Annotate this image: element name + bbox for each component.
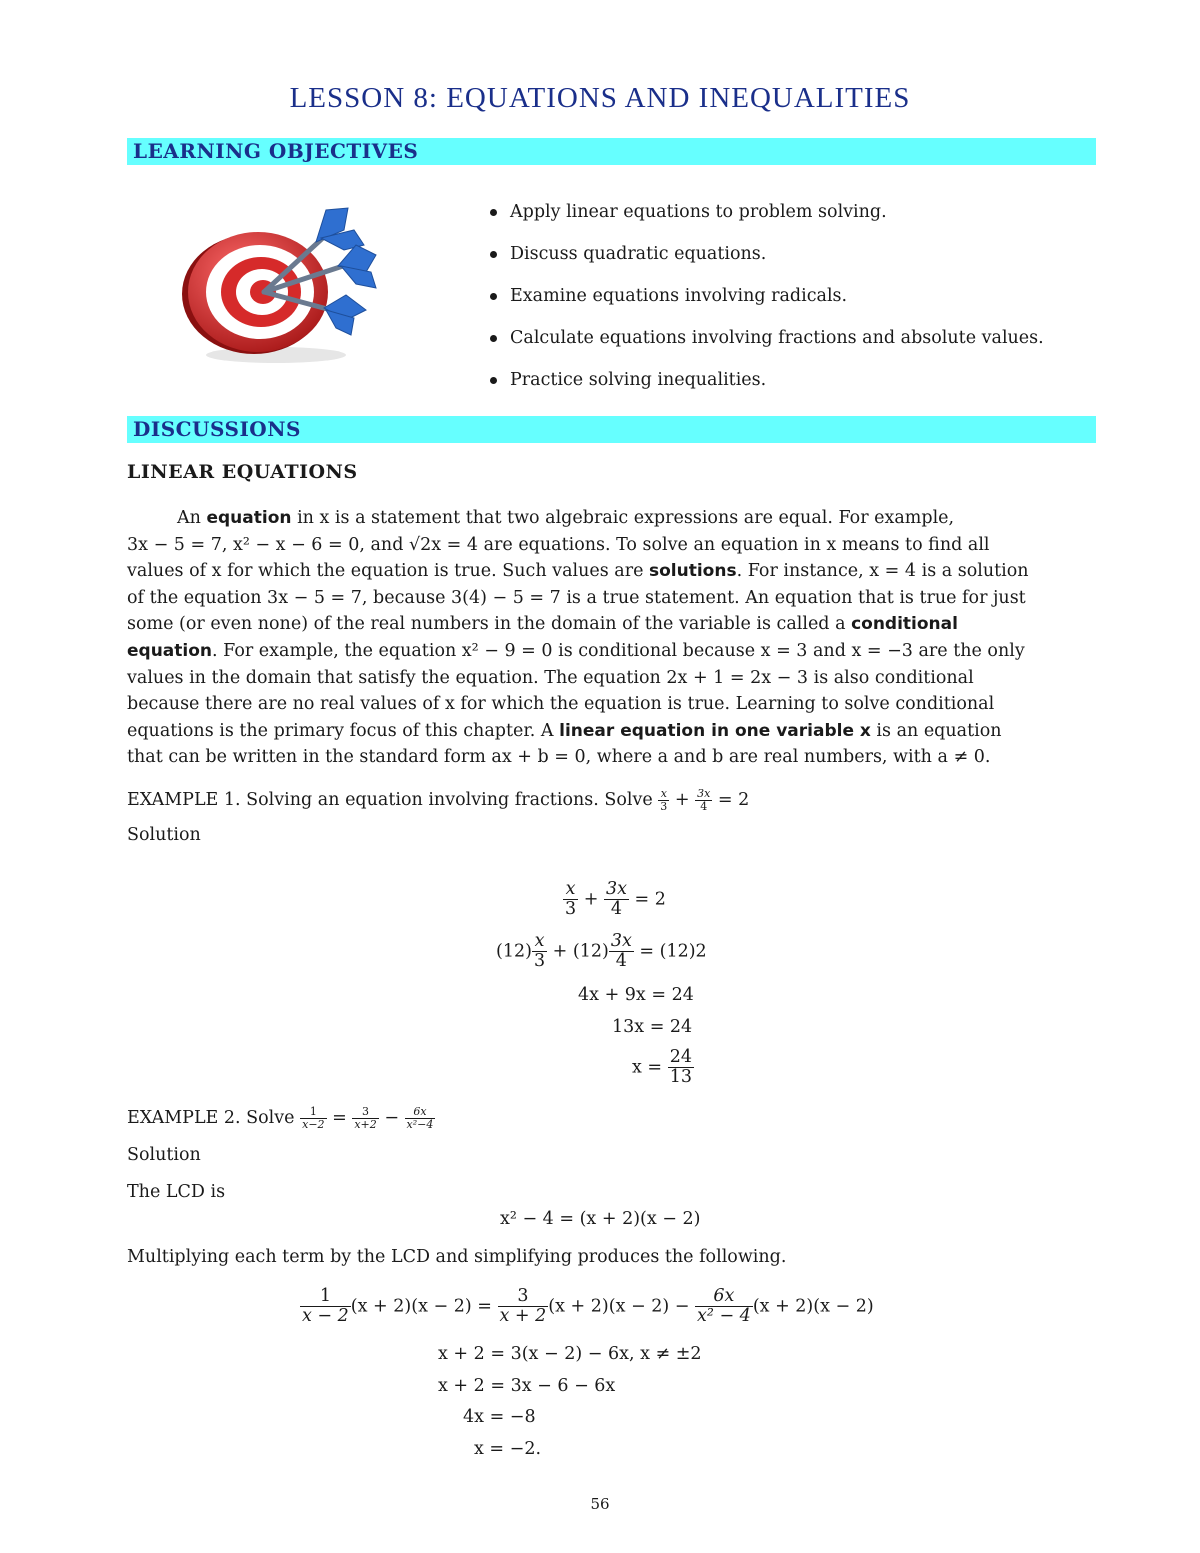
list-item: Apply linear equations to problem solving. bbox=[486, 200, 1044, 242]
example-2-label: EXAMPLE 2. Solve $\frac{1}{x-2}$ = $\frac{3}{x+2}$ − $\frac{6x}{\text{x²−4}}$ bbox=[127, 1105, 434, 1132]
subsection-heading: LINEAR EQUATIONS bbox=[127, 461, 358, 483]
equation-step: $\frac{x}{3}$ + $\frac{3x}{4}$ = 2 bbox=[565, 879, 666, 920]
equation-step: $\frac{1}{x - 2}$ (x + 2)(x − 2) = $\frac{3}{x + 2}$ (x + 2)(x − 2) − $\frac{6x}{\text{x² − 4}}$ (x + 2)(x − 2) bbox=[302, 1286, 874, 1327]
bullet-icon bbox=[490, 209, 497, 216]
section-bar-discussions bbox=[127, 416, 1096, 443]
list-item: Calculate equations involving fractions and absolute values. bbox=[486, 326, 1044, 368]
list-item: Examine equations involving radicals. bbox=[486, 284, 1044, 326]
bullet-icon bbox=[490, 335, 497, 342]
list-item: Practice solving inequalities. bbox=[486, 368, 1044, 410]
example-1-label: EXAMPLE 1. Solving an equation involving fractions. Solve $\frac{x}{3}$ + $\frac{3x}{4}$ = 2 bbox=[127, 787, 750, 814]
paragraph-linear-equations: An equation in x is a statement that two algebraic expressions are equal. For example, 3x − 5 = 7, x² − x − 6 = 0, and √2x = 4 are equations. To solve an equation in x means to find all values of x for which the equation is true. Such values are solutions. For instance, x = 4 is a solution of the equation 3x − 5 = 7, because 3(4) − 5 = 7 is a true statement. An equation that is true for just some (or even none) of the real numbers in the domain of the variable is called a conditional equation. For example, the equation x² − 9 = 0 is conditional because x = 3 and x = −3 are the only values in the domain that satisfy the equation. The equation 2x + 1 = 2x − 3 is also conditional because there are no real values of x for which the equation is true. Learning to solve conditional equations is the primary focus of this chapter. A linear equation in one variable x is an equation that can be written in the standard form ax + b = 0, where a and b are real numbers, with a ≠ 0. bbox=[127, 508, 1029, 768]
lcd-equation: x² − 4 = (x + 2)(x − 2) bbox=[500, 1209, 701, 1229]
section-title: LEARNING OBJECTIVES bbox=[133, 139, 419, 163]
solution-label: Solution bbox=[127, 825, 201, 845]
equation-step: (12) $\frac{x}{3}$ + (12) $\frac{3x}{4}$ = (12)2 bbox=[496, 931, 707, 972]
equation-step: x = −2. bbox=[474, 1439, 542, 1459]
objectives-list bbox=[486, 200, 1044, 410]
equation-step: 13x = 24 bbox=[612, 1017, 693, 1037]
equation-step: x = $\frac{24}{13}$ bbox=[632, 1047, 692, 1088]
bullet-icon bbox=[490, 377, 497, 384]
section-bar-learning-objectives bbox=[127, 138, 1096, 165]
lcd-label: The LCD is bbox=[127, 1182, 226, 1202]
bullet-icon bbox=[490, 293, 497, 300]
page-number: 56 bbox=[590, 1495, 610, 1513]
solution-label: Solution bbox=[127, 1145, 201, 1165]
multiply-text: Multiplying each term by the LCD and simplifying produces the following. bbox=[127, 1247, 787, 1267]
dartboard-target-icon bbox=[176, 200, 396, 370]
equation-step: x + 2 = 3x − 6 − 6x bbox=[438, 1376, 616, 1396]
equation-step: 4x + 9x = 24 bbox=[578, 985, 694, 1005]
list-item: Discuss quadratic equations. bbox=[486, 242, 1044, 284]
equation-step: x + 2 = 3(x − 2) − 6x, x ≠ ±2 bbox=[438, 1344, 702, 1364]
bullet-icon bbox=[490, 251, 497, 258]
section-title: DISCUSSIONS bbox=[133, 417, 301, 441]
equation-step: 4x = −8 bbox=[463, 1407, 536, 1427]
page-title: LESSON 8: EQUATIONS AND INEQUALITIES bbox=[289, 82, 911, 114]
